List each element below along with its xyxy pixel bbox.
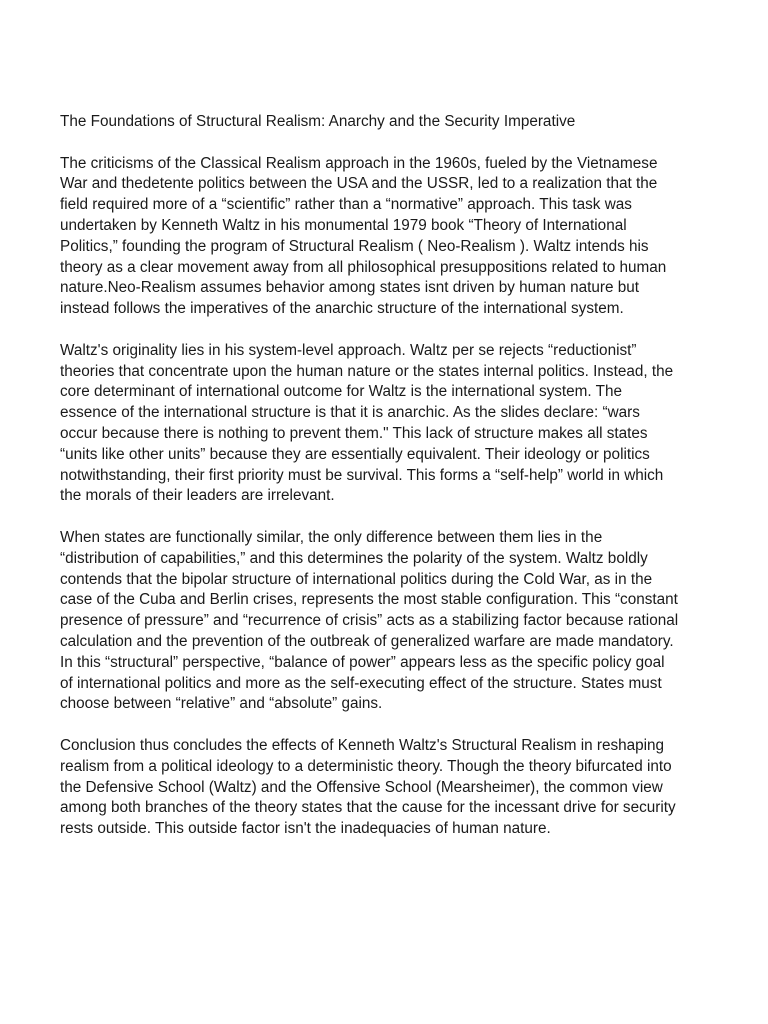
paragraph-1: The criticisms of the Classical Realism approach in the 1960s, fueled by the Vietnamese War and thedetente politics between the USA and the USSR, led to a realization that the field required more of a “scientific” rather than a “normative” approach. This task was undertaken by Kenneth Waltz in his monumental 1979 book “Theory of International Politics,” founding the program of Structural Realism ( Neo-Realism ). Waltz intends his theory as a clear movement away from all philosophical presuppositions related to human nature.Neo-Realism assumes behavior among states isnt driven by human nature but instead follows the imperatives of the anarchic structure of the international system. — [60, 154, 667, 318]
paragraph-3: When states are functionally similar, the only difference between them lies in the “distribution of capabilities,” and this determines the polarity of the system. Waltz boldly contends that the bipolar structure of international politics during the Cold War, as in the case of the Cuba and Berlin crises, represents the most stable configuration. This “constant presence of pressure” and “recurrence of crisis” acts as a stabilizing factor because rational calculation and the prevention of the outbreak of generalized warfare are made mandatory. In this “structural” perspective, “balance of power” appears less as the specific policy goal of international politics and more as the self-executing effect of the structure. States must choose between “relative” and “absolute” gains. — [60, 528, 679, 713]
document-title: The Foundations of Structural Realism: Anarchy and the Security Imperative — [60, 113, 576, 130]
paragraph-4: Conclusion thus concludes the effects of Kenneth Waltz's Structural Realism in reshaping realism from a political ideology to a deterministic theory. Though the theory bifurcated into the Defensive School (Waltz) and the Offensive School (Mearsheimer), the common view among both branches of the theory states that the cause for the incessant drive for security rests outside. This outside factor isn't the inadequacies of human nature. — [60, 736, 676, 838]
paragraph-2: Waltz's originality lies in his system-level approach. Waltz per se rejects “reductionist” theories that concentrate upon the human nature or the states internal politics. Instead, the core determinant of international outcome for Waltz is the international system. The essence of the international structure is that it is anarchic. As the slides declare: “wars occur because there is nothing to prevent them." This lack of structure makes all states “units like other units” because they are essentially equivalent. Their ideology or politics notwithstanding, their first priority must be survival. This forms a “self-help” world in which the morals of their leaders are irrelevant. — [60, 341, 674, 505]
